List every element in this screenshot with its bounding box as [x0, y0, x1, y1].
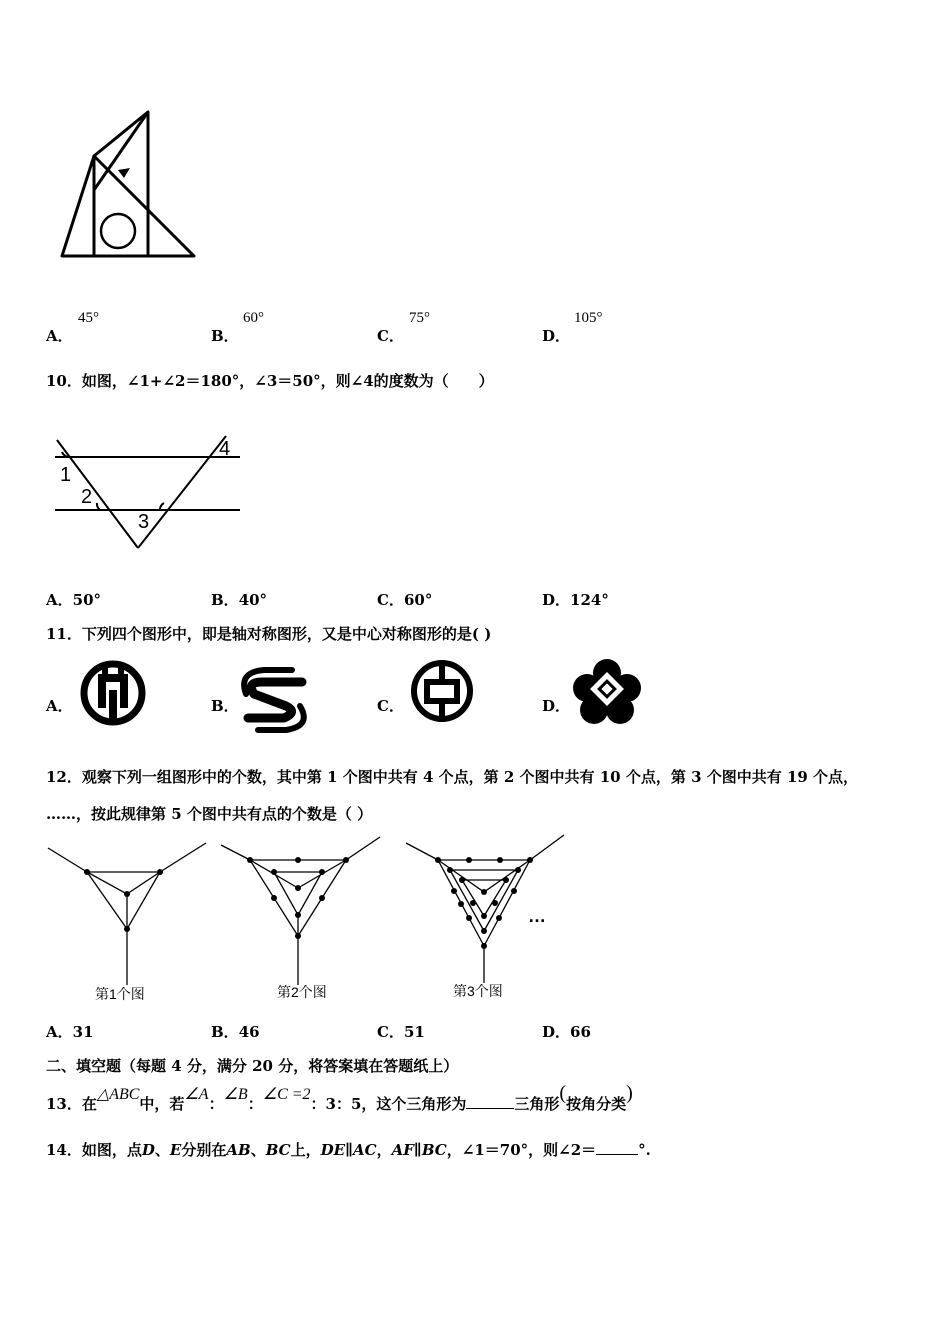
q11-option-b[interactable]: B． — [211, 697, 239, 715]
q11-number: 11． — [46, 625, 82, 643]
q13-number: 13． — [46, 1095, 82, 1113]
q13-question: 13．在△ABC中，若∠A：∠B：∠C =2：3：5，这个三角形为 三角形(按角分类) — [46, 1082, 633, 1113]
q12-number: 12． — [46, 768, 82, 786]
q14-question: 14．如图，点D、E分别在AB、BC上，DE∥AC，AF∥BC，∠1＝70°，则∠2＝ °. — [46, 1141, 651, 1159]
q9-option-d-value: 105° — [574, 310, 603, 326]
q12-option-b[interactable]: B．46 — [211, 1023, 260, 1041]
section2-title: 二、填空题（每题 4 分，满分 20 分，将答案填在答题纸上） — [46, 1057, 459, 1075]
q10-number: 10． — [46, 372, 82, 390]
q12-option-d[interactable]: D．66 — [542, 1023, 591, 1041]
q11-option-a[interactable]: A． — [46, 697, 73, 715]
q13-angle-a: ∠A — [184, 1086, 209, 1103]
q10-label-2: 2 — [81, 486, 93, 508]
q10-option-b[interactable]: B．40° — [211, 591, 268, 609]
q10-option-a[interactable]: A．50° — [46, 591, 102, 609]
q12-option-a[interactable]: A．31 — [46, 1023, 94, 1041]
q9-option-c-value: 75° — [409, 310, 430, 326]
q11-option-c[interactable]: C． — [377, 697, 404, 715]
q12-caption-2: 第2个图 — [277, 984, 327, 1000]
q9-option-b[interactable]: B． — [211, 327, 239, 345]
q13-answer-blank[interactable] — [466, 1108, 514, 1109]
q11-option-d[interactable]: D． — [542, 697, 571, 715]
q9-option-d[interactable]: D． — [542, 327, 571, 345]
q13-angle-b: ∠B — [223, 1086, 248, 1103]
q13-angle-c: ∠C =2 — [262, 1086, 311, 1103]
q12-caption-1: 第1个图 — [95, 986, 145, 1002]
q12-ellipsis: … — [528, 906, 546, 926]
q12-option-c[interactable]: C．51 — [377, 1023, 425, 1041]
q9-option-a-value: 45° — [78, 310, 99, 326]
q11-text: 下列四个图形中，即是轴对称图形，又是中心对称图形的是( ) — [81, 625, 492, 643]
q14-answer-blank[interactable] — [596, 1154, 638, 1155]
q10-label-4: 4 — [219, 438, 231, 460]
q13-triangle: △ABC — [96, 1086, 140, 1103]
q10-label-3: 3 — [138, 511, 150, 533]
q9-option-c[interactable]: C． — [377, 327, 404, 345]
q10-option-c[interactable]: C．60° — [377, 591, 433, 609]
q12-caption-3: 第3个图 — [453, 983, 503, 999]
q14-number: 14． — [46, 1141, 82, 1159]
q10-text: 如图，∠1+∠2＝180°，∠3＝50°，则∠4的度数为（ ） — [81, 372, 494, 390]
q12-text-1: 观察下列一组图形中的个数，其中第 1 个图中共有 4 个点，第 2 个图中共有 10 个点，第 3 个图中共有 19 个点， — [81, 768, 859, 786]
q10-option-d[interactable]: D．124° — [542, 591, 609, 609]
q12-question-line2: ……，按此规律第 5 个图中共有点的个数是（ ） — [46, 805, 373, 823]
q9-option-a[interactable]: A． — [46, 327, 73, 345]
q9-option-b-value: 60° — [243, 310, 264, 326]
q10-label-1: 1 — [60, 464, 72, 486]
